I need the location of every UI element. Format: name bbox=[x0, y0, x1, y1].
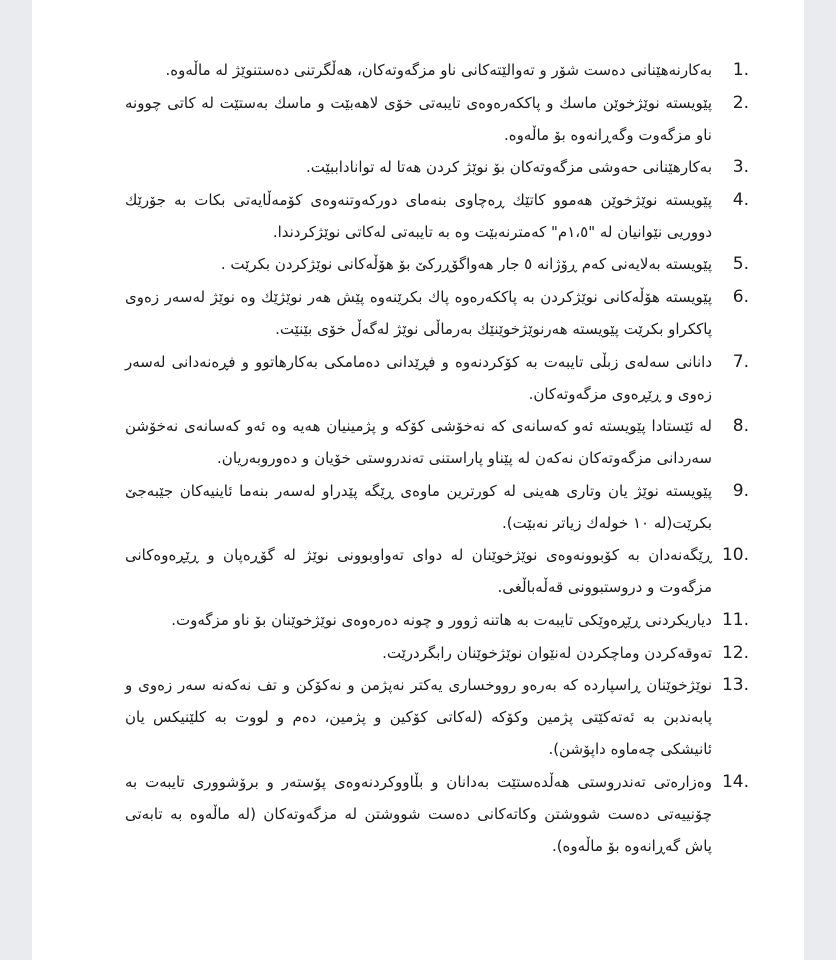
item-text: لە ئێستادا پێویستە ئەو کەسانەی کە نەخۆشی کۆکە و پژمینیان هەیە وە ئەو کەسانەی نەخۆشن سەردانی مزگەوتەکان نەکەن لە پێناو پاراستنی تەندروستی خۆیان و دەوروبەریان. bbox=[125, 417, 712, 468]
list-item bbox=[125, 248, 749, 280]
list-item bbox=[125, 281, 749, 345]
item-text: دیاریکردنی ڕێڕەوێکی تایبەت بە هاتنە ژوور و چونە دەرەوەی نوێژخوێنان بۆ ناو مزگەوت. bbox=[171, 610, 712, 629]
item-number: 5. bbox=[732, 254, 749, 275]
document-page bbox=[32, 0, 804, 960]
item-number: 10. bbox=[721, 545, 749, 566]
list-item bbox=[125, 410, 749, 474]
item-text: پێویستە بەلایەنی کەم ڕۆژانە ٥ جار هەواگۆڕرکێ بۆ هۆڵەکانی نوێژکردن بکرێت . bbox=[220, 255, 712, 274]
item-number: 12. bbox=[721, 642, 749, 663]
list-item bbox=[125, 54, 749, 86]
item-number: 8. bbox=[732, 416, 749, 437]
list-item bbox=[125, 766, 749, 862]
item-text: ڕێگەنەدان بە کۆبوونەوەی نوێژخوێنان لە دوای تەواوبوونی نوێژ لە گۆڕەپان و ڕێڕەوەکانی مزگەوت و دروستبوونی قەڵەباڵغی. bbox=[125, 546, 712, 597]
list-item bbox=[125, 475, 749, 539]
item-text: پێویستە نوێژ یان وتاری هەینی لە کورترین ماوەی ڕێگە پێدراو لەسەر بنەما ئاینیەکان جێبەجێ بکرێت(لە ١٠ خولەك زیاتر نەبێت). bbox=[125, 481, 712, 532]
item-number: 4. bbox=[732, 189, 749, 210]
item-number: 9. bbox=[732, 480, 749, 501]
list-item bbox=[125, 604, 749, 636]
item-text: نوێژخوێنان ڕاسپاردە کە بەرەو رووخساری یەکتر نەپژمن و نەکۆکن و تف نەکەنە سەر زەوی و پابەندبن بە ئەتەکێتی پژمین وکۆکە (لەکاتی کۆکین و پژمین، دەم و لووت بە کلێنیکس یان ئانیشکی چەماوە داپۆشن). bbox=[125, 676, 712, 759]
list-item bbox=[125, 87, 749, 151]
item-number: 2. bbox=[732, 92, 749, 113]
item-text: بەکارنەهێنانی دەست شۆر و تەوالێتەکانی ناو مزگەوتەکان، هەڵگرتنی دەستنوێژ لە ماڵەوە. bbox=[165, 61, 712, 79]
item-text: پێویستە هۆڵەکانی نوێژکردن بە پاککەرەوە پاك بکرێنەوە پێش هەر نوێژێك وە نوێژ لەسەر زەوی پاککراو بکرێت پێویستە هەرنوێژخوێنێك بەرماڵی نوێژ لەگەڵ خۆی بێنێت. bbox=[125, 287, 712, 338]
item-number: 13. bbox=[721, 675, 749, 696]
list-item bbox=[125, 637, 749, 669]
guidelines-list bbox=[125, 54, 749, 862]
item-number: 7. bbox=[732, 351, 749, 372]
item-number: 1. bbox=[732, 60, 749, 80]
list-item bbox=[125, 151, 749, 183]
item-number: 11. bbox=[721, 609, 749, 630]
item-text: دانانی سەلەی زبڵی تایبەت بە کۆکردنەوە و فڕێدانی دەمامکی بەکارهاتوو و فڕەنەدانی لەسەر زەوی و ڕێڕەوی مزگەوتەکان. bbox=[125, 352, 712, 403]
list-item bbox=[125, 539, 749, 603]
item-text: بەکارهێنانی حەوشی مزگەوتەکان بۆ نوێژ کردن هەتا لە تواناداببێت. bbox=[306, 158, 712, 177]
item-text: وەزارەتی تەندروستی هەڵدەستێت بەدانان و بڵاووکردنەوەی پۆستەر و برۆشووری تایبەت بە چۆنییەتی دەست شووشتن وکاتەکانی دەست شووشتن لە مزگەوتەکان (لە ماڵەوە بە تابەتی پاش گەڕانەوە بۆ ماڵەوە). bbox=[125, 772, 712, 855]
item-text: پێویستە نوێژخوێن ماسك و پاککەرەوەی تایبەتی خۆی لاهەبێت و ماسك بەستێت لە کاتی چوونە ناو مزگەوت وگەڕانەوە بۆ ماڵەوە. bbox=[125, 93, 712, 144]
list-item bbox=[125, 346, 749, 410]
item-text: پێویستە نوێژخوێن هەموو کاتێك ڕەچاوی بنەمای دورکەوتنەوەی کۆمەڵایەتی بکات بە جۆرێك دووریی نێوانیان لە "١،٥م" کەمترنەبێت وە بە تایبەتی لەکاتی نوێژکردندا. bbox=[125, 190, 712, 241]
item-text: تەوقەکردن وماچکردن لەنێوان نوێژخوێنان رابگردرێت. bbox=[382, 643, 712, 662]
item-number: 14. bbox=[721, 771, 749, 792]
item-number: 3. bbox=[732, 157, 749, 178]
list-item bbox=[125, 669, 749, 765]
list-item bbox=[125, 184, 749, 248]
item-number: 6. bbox=[732, 286, 749, 307]
